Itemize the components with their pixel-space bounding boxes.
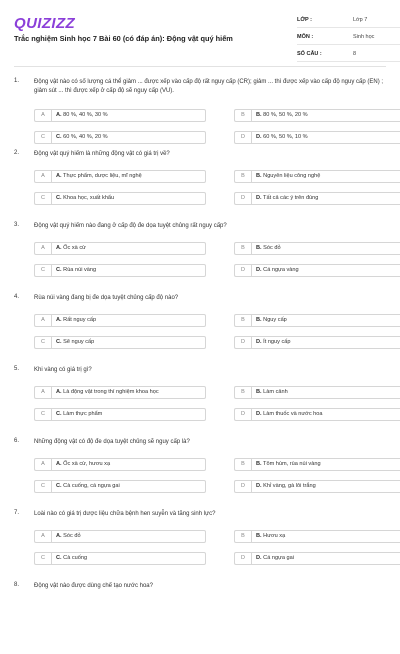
option-text bbox=[256, 339, 291, 345]
answer-option[interactable] bbox=[234, 170, 400, 183]
option-letter-badge: C bbox=[34, 192, 51, 205]
meta-label: MÔN : bbox=[297, 34, 314, 40]
option-text bbox=[256, 461, 321, 467]
option-label: B. bbox=[256, 112, 262, 118]
option-box bbox=[51, 552, 206, 565]
answer-option[interactable] bbox=[234, 192, 400, 205]
option-label: C. bbox=[56, 339, 62, 345]
option-label: A. bbox=[56, 317, 62, 323]
option-label: A. bbox=[56, 461, 62, 467]
answer-option[interactable] bbox=[234, 109, 400, 122]
option-box bbox=[51, 131, 206, 144]
question-item bbox=[14, 78, 386, 150]
option-value: 80 %, 50 %, 20 % bbox=[263, 112, 308, 118]
option-label: D. bbox=[256, 555, 262, 561]
option-label: C. bbox=[56, 195, 62, 201]
option-box bbox=[51, 530, 206, 543]
option-label: B. bbox=[256, 533, 262, 539]
option-label: B. bbox=[256, 245, 262, 251]
option-letter-badge: A bbox=[34, 386, 51, 399]
option-value: Sóc đỏ bbox=[63, 533, 81, 539]
option-letter-badge: A bbox=[34, 109, 51, 122]
option-label: B. bbox=[256, 317, 262, 323]
answer-option[interactable] bbox=[34, 314, 206, 327]
option-text bbox=[256, 245, 281, 251]
question-text: Những động vật có độ đe dọa tuyệt chủng sẽ nguy cấp là? bbox=[34, 439, 190, 445]
option-box bbox=[251, 408, 400, 421]
question-number: 8. bbox=[14, 582, 20, 588]
option-text bbox=[256, 389, 288, 395]
meta-label: LỚP : bbox=[297, 17, 312, 23]
answer-option[interactable] bbox=[34, 242, 206, 255]
option-label: A. bbox=[56, 173, 62, 179]
answer-option[interactable] bbox=[34, 109, 206, 122]
option-box bbox=[251, 131, 400, 144]
question-text: Động vật nào có số lượng cá thể giảm ... được xếp vào cấp độ rất nguy cấp (CR); giảm ... thì được xếp vào cấp độ nguy cấp (EN) ; giảm sút ... thì được xếp ở cấp độ sẽ nguy cấp (VU). bbox=[34, 79, 384, 94]
answer-option[interactable] bbox=[34, 552, 206, 565]
option-box bbox=[51, 314, 206, 327]
option-label: A. bbox=[56, 389, 62, 395]
option-box bbox=[251, 336, 400, 349]
option-value: Khoa học, xuất khẩu bbox=[63, 195, 115, 201]
option-value: Sóc đỏ bbox=[263, 245, 281, 251]
meta-row-class bbox=[297, 13, 400, 28]
option-value: Làm thực phẩm bbox=[63, 411, 103, 417]
question-number: 3. bbox=[14, 222, 20, 228]
answer-option[interactable] bbox=[34, 264, 206, 277]
option-box bbox=[51, 386, 206, 399]
option-text bbox=[256, 483, 316, 489]
option-text bbox=[56, 461, 110, 467]
option-box bbox=[51, 336, 206, 349]
answer-option[interactable] bbox=[234, 131, 400, 144]
option-label: C. bbox=[56, 555, 62, 561]
option-letter-badge: B bbox=[234, 242, 251, 255]
option-box bbox=[51, 458, 206, 471]
answer-option[interactable] bbox=[234, 408, 400, 421]
question-list bbox=[14, 78, 386, 654]
option-value: Sẽ nguy cấp bbox=[63, 339, 95, 345]
option-letter-badge: B bbox=[234, 386, 251, 399]
option-box bbox=[251, 386, 400, 399]
option-label: B. bbox=[256, 461, 262, 467]
option-letter-badge: D bbox=[234, 480, 251, 493]
option-letter-badge: B bbox=[234, 170, 251, 183]
meta-value: Lớp 7 bbox=[353, 17, 368, 23]
question-text: Động vật nào được dùng chế tạo nước hoa? bbox=[34, 583, 153, 589]
option-text bbox=[56, 533, 81, 539]
option-letter-badge: D bbox=[234, 552, 251, 565]
option-box bbox=[251, 480, 400, 493]
option-text bbox=[256, 134, 308, 140]
option-value: Nguy cấp bbox=[263, 317, 287, 323]
meta-value: Sinh học bbox=[353, 34, 375, 40]
option-letter-badge: A bbox=[34, 242, 51, 255]
option-value: Là động vật trong thí nghiệm khoa học bbox=[63, 389, 159, 395]
option-text bbox=[256, 555, 294, 561]
option-text bbox=[56, 389, 159, 395]
option-letter-badge: D bbox=[234, 131, 251, 144]
question-text: Khi vàng có giá trị gì? bbox=[34, 367, 92, 373]
quizizz-logo: QUIZIZZ bbox=[14, 15, 76, 32]
answer-option[interactable] bbox=[34, 386, 206, 399]
option-text bbox=[256, 317, 287, 323]
option-value: Hươu xạ bbox=[263, 533, 286, 539]
option-value: Làm thuốc và nước hoa bbox=[263, 411, 323, 417]
option-label: D. bbox=[256, 339, 262, 345]
question-number: 7. bbox=[14, 510, 20, 516]
option-box bbox=[251, 552, 400, 565]
answer-option[interactable] bbox=[234, 336, 400, 349]
option-box bbox=[51, 242, 206, 255]
option-value: Ít nguy cấp bbox=[263, 339, 291, 345]
answer-option[interactable] bbox=[234, 386, 400, 399]
option-text bbox=[56, 173, 142, 179]
option-label: D. bbox=[256, 134, 262, 140]
option-box bbox=[251, 458, 400, 471]
quiz-meta bbox=[297, 13, 400, 64]
option-label: C. bbox=[56, 267, 62, 273]
option-box bbox=[51, 192, 206, 205]
option-text bbox=[256, 411, 323, 417]
option-label: D. bbox=[256, 195, 262, 201]
answer-option[interactable] bbox=[34, 458, 206, 471]
option-text bbox=[256, 112, 308, 118]
answer-option[interactable] bbox=[34, 336, 206, 349]
option-label: C. bbox=[56, 134, 62, 140]
option-letter-badge: B bbox=[234, 109, 251, 122]
meta-row-subject bbox=[297, 30, 400, 45]
option-value: Nguyên liệu công nghệ bbox=[263, 173, 321, 179]
option-letter-badge: A bbox=[34, 170, 51, 183]
option-box bbox=[251, 242, 400, 255]
meta-row-count bbox=[297, 47, 400, 62]
option-letter-badge: C bbox=[34, 336, 51, 349]
option-letter-badge: B bbox=[234, 530, 251, 543]
option-box bbox=[51, 264, 206, 277]
option-letter-badge: D bbox=[234, 336, 251, 349]
option-letter-badge: A bbox=[34, 314, 51, 327]
answer-option[interactable] bbox=[234, 314, 400, 327]
option-letter-badge: D bbox=[234, 192, 251, 205]
option-text bbox=[56, 317, 96, 323]
option-value: Rất nguy cấp bbox=[63, 317, 97, 323]
question-item bbox=[14, 510, 386, 582]
option-text bbox=[56, 195, 114, 201]
option-label: A. bbox=[56, 112, 62, 118]
answer-option[interactable] bbox=[34, 170, 206, 183]
option-box bbox=[251, 192, 400, 205]
option-value: Tất cả các ý trên đúng bbox=[263, 195, 319, 201]
option-value: 80 %, 40 %, 30 % bbox=[63, 112, 108, 118]
option-value: Ốc xà cừ bbox=[63, 245, 86, 251]
question-text: Rùa núi vàng đang bị đe dọa tuyệt chủng cấp độ nào? bbox=[34, 295, 179, 301]
answer-option[interactable] bbox=[34, 530, 206, 543]
option-value: Cà cuống bbox=[63, 555, 88, 561]
question-item bbox=[14, 294, 386, 366]
option-text bbox=[56, 112, 108, 118]
answer-option[interactable] bbox=[234, 242, 400, 255]
answer-option[interactable] bbox=[234, 552, 400, 565]
answer-option[interactable] bbox=[34, 408, 206, 421]
option-letter-badge: C bbox=[34, 264, 51, 277]
option-box bbox=[51, 408, 206, 421]
option-value: Tôm hùm, rùa núi vàng bbox=[263, 461, 321, 467]
option-value: Thực phẩm, dược liệu, mĩ nghệ bbox=[63, 173, 142, 179]
option-value: Cá ngựa vàng bbox=[263, 267, 299, 273]
question-number: 6. bbox=[14, 438, 20, 444]
question-item bbox=[14, 150, 386, 222]
option-value: Rùa núi vàng bbox=[63, 267, 97, 273]
option-label: A. bbox=[56, 533, 62, 539]
option-label: D. bbox=[256, 483, 262, 489]
option-label: D. bbox=[256, 267, 262, 273]
option-text bbox=[56, 555, 87, 561]
option-box bbox=[251, 314, 400, 327]
question-item bbox=[14, 222, 386, 294]
option-letter-badge: D bbox=[234, 408, 251, 421]
answer-option[interactable] bbox=[34, 131, 206, 144]
answer-option[interactable] bbox=[34, 480, 206, 493]
option-box bbox=[251, 170, 400, 183]
option-letter-badge: C bbox=[34, 480, 51, 493]
question-text: Động vật quý hiếm nào đang ở cấp độ đe dọa tuyệt chủng rất nguy cấp? bbox=[34, 223, 227, 229]
option-letter-badge: D bbox=[234, 264, 251, 277]
option-box bbox=[51, 170, 206, 183]
meta-label: SỐ CÂU : bbox=[297, 51, 322, 57]
option-text bbox=[56, 411, 102, 417]
option-letter-badge: C bbox=[34, 552, 51, 565]
question-number: 5. bbox=[14, 366, 20, 372]
option-text bbox=[256, 173, 320, 179]
option-letter-badge: A bbox=[34, 530, 51, 543]
question-number: 2. bbox=[14, 150, 20, 156]
question-item bbox=[14, 438, 386, 510]
question-item bbox=[14, 366, 386, 438]
answer-option[interactable] bbox=[234, 458, 400, 471]
question-text: Loài nào có giá trị dược liệu chữa bệnh hen suyễn và tăng sinh lực? bbox=[34, 511, 216, 517]
option-text bbox=[56, 483, 120, 489]
option-letter-badge: B bbox=[234, 314, 251, 327]
option-value: Làm cảnh bbox=[263, 389, 288, 395]
option-label: B. bbox=[256, 173, 262, 179]
option-value: 60 %, 50 %, 10 % bbox=[263, 134, 308, 140]
option-letter-badge: A bbox=[34, 458, 51, 471]
option-value: 60 %, 40 %, 20 % bbox=[63, 134, 108, 140]
option-label: D. bbox=[256, 411, 262, 417]
option-box bbox=[51, 109, 206, 122]
option-letter-badge: C bbox=[34, 131, 51, 144]
quiz-header bbox=[14, 0, 386, 67]
option-box bbox=[251, 109, 400, 122]
option-label: B. bbox=[256, 389, 262, 395]
answer-option[interactable] bbox=[234, 480, 400, 493]
option-text bbox=[56, 267, 96, 273]
option-value: Khỉ vàng, gà lôi trắng bbox=[263, 483, 316, 489]
option-letter-badge: B bbox=[234, 458, 251, 471]
option-text bbox=[256, 533, 285, 539]
answer-option[interactable] bbox=[234, 264, 400, 277]
option-label: C. bbox=[56, 411, 62, 417]
option-text bbox=[56, 245, 86, 251]
option-box bbox=[51, 480, 206, 493]
option-value: Cá ngựa gai bbox=[263, 555, 294, 561]
option-value: Ốc xà cừ, hươu xạ bbox=[63, 461, 111, 467]
answer-option[interactable] bbox=[234, 530, 400, 543]
option-box bbox=[251, 264, 400, 277]
option-text bbox=[256, 267, 299, 273]
option-letter-badge: C bbox=[34, 408, 51, 421]
option-label: C. bbox=[56, 483, 62, 489]
meta-value: 8 bbox=[353, 51, 357, 57]
answer-option[interactable] bbox=[34, 192, 206, 205]
question-text: Động vật quý hiếm là những động vật có giá trị về? bbox=[34, 151, 170, 157]
question-number: 4. bbox=[14, 294, 20, 300]
quiz-title: Trắc nghiệm Sinh học 7 Bài 60 (có đáp án): Động vật quý hiếm bbox=[14, 34, 233, 43]
option-label: A. bbox=[56, 245, 62, 251]
option-box bbox=[251, 530, 400, 543]
option-value: Cà cuống, cá ngựa gai bbox=[63, 483, 120, 489]
question-item bbox=[14, 582, 386, 654]
option-text bbox=[256, 195, 318, 201]
question-number: 1. bbox=[14, 78, 20, 84]
option-text bbox=[56, 134, 108, 140]
option-text bbox=[56, 339, 94, 345]
